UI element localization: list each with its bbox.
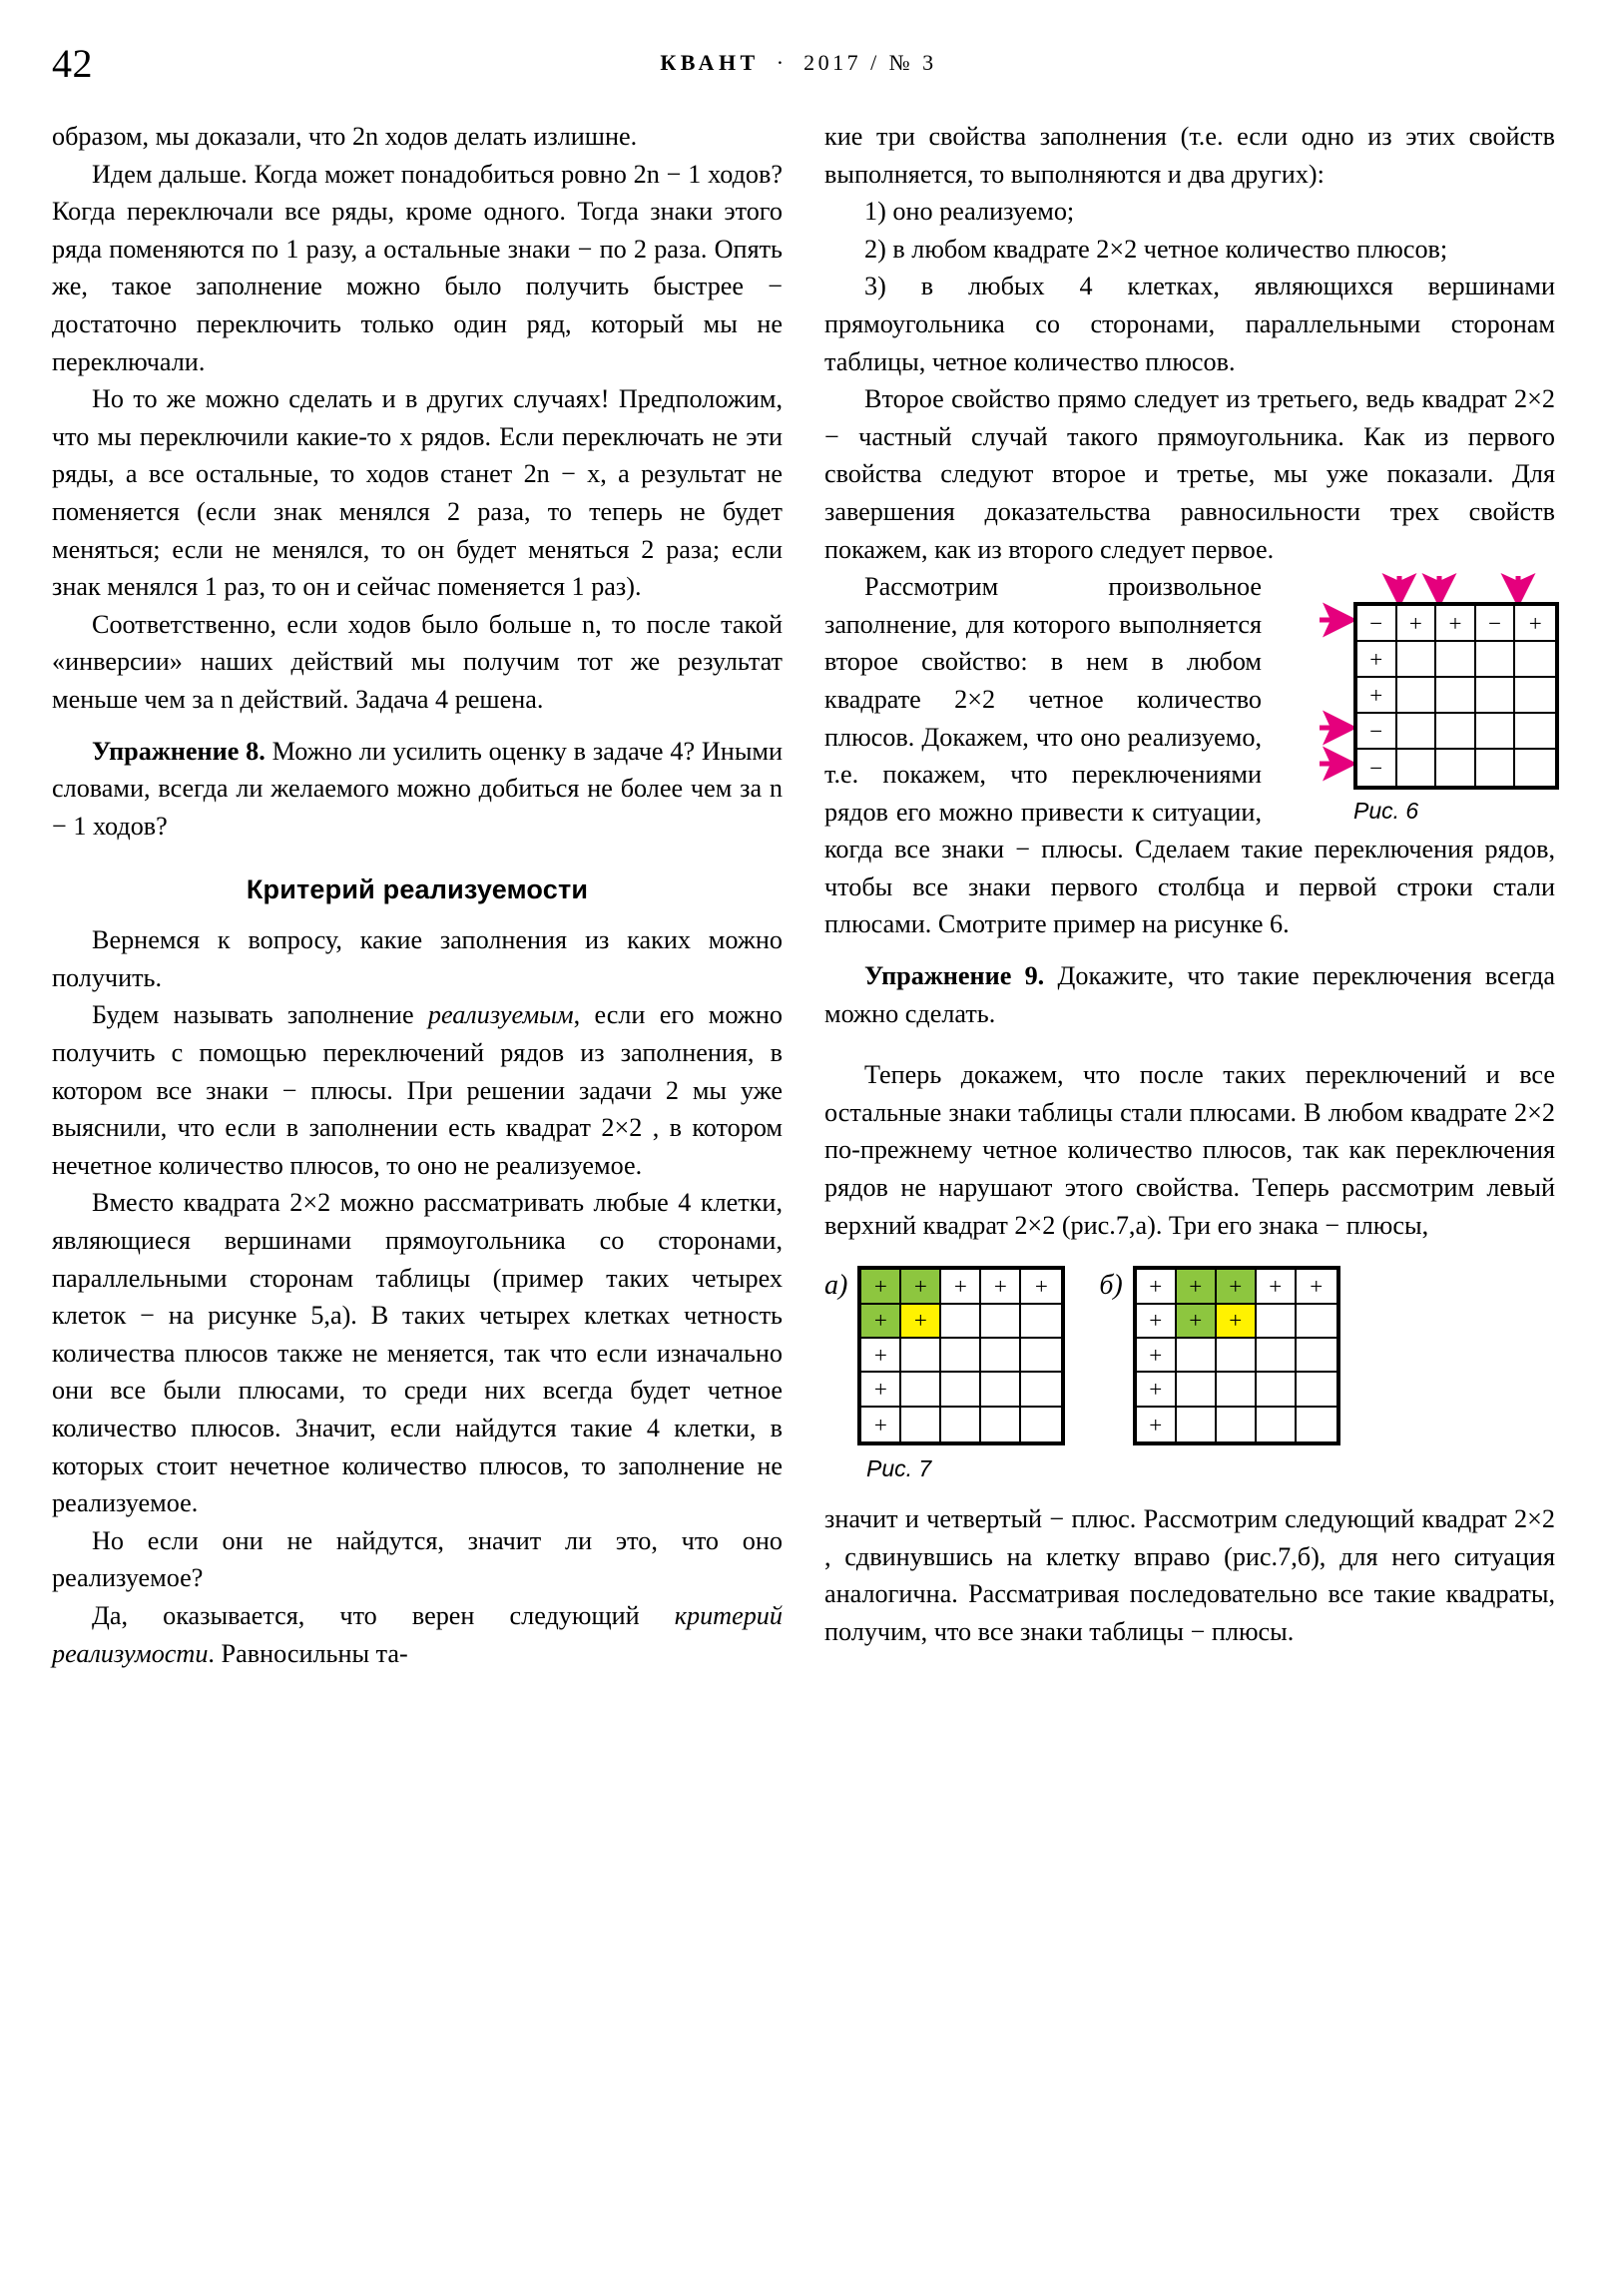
grid-cell: + xyxy=(1297,1270,1336,1304)
figure-7-panels xyxy=(824,1266,1555,1445)
grid-cell xyxy=(1515,714,1555,750)
grid-cell: − xyxy=(1357,606,1397,642)
grid-cell: + xyxy=(1137,1305,1177,1339)
exercise-8-text: Можно ли усилить оценку в задаче 4? Иными словами, всегда ли желаемого можно добиться не более чем за n − 1 ходов? xyxy=(52,736,783,841)
paragraph-criterion xyxy=(52,1597,783,1672)
paragraph: Теперь докажем, что после таких переключений и все остальные знаки таблицы стали плюсами. В любом квадрате 2×2 по-прежнему четное количество плюсов, так как переключения рядов не нарушают этого свойства. Теперь рассмотрим левый верхний квадрат 2×2 (рис.7,а). Три его знака − плюсы, xyxy=(824,1060,1555,1240)
grid-cell xyxy=(1257,1373,1297,1407)
paragraph: Вместо квадрата 2×2 можно рассматривать любые 4 клетки, являющиеся вершинами прямоугольника со сторонами, параллельными сторонам таблицы (пример таких четырех клеток − на рисунке 5,а). В таких четырех клетках четность количества плюсов также не меняется, так что если изначально они все были плюсами, то среди них всегда будет четное количество плюсов. Значит, если найдутся такие 4 клетки, в которых стоит нечетное количество плюсов, то заполнение не реализуемое. xyxy=(52,1188,783,1518)
grid-cell: + xyxy=(1177,1305,1217,1339)
grid-cell: + xyxy=(1357,678,1397,714)
exercise-8-label: Упражнение 8. xyxy=(92,736,266,766)
list-item: 1) оно реализуемо; xyxy=(864,197,1075,227)
grid-cell xyxy=(1021,1305,1061,1339)
grid-cell xyxy=(1476,714,1516,750)
figure-7 xyxy=(824,1266,1555,1482)
grid-cell: + xyxy=(941,1270,981,1304)
left-column xyxy=(52,118,783,1672)
figure-7-grid-b xyxy=(1133,1266,1340,1445)
paragraph: Второе свойство прямо следует из третьего, ведь квадрат 2×2 − частный случай такого прямоугольника. Как из первого свойства следуют второе и третье, мы уже показали. Для завершения доказательства равносильности трех свойств покажем, как из второго следует первое. xyxy=(824,384,1555,564)
paragraph: образом, мы доказали, что 2n ходов делать излишне. xyxy=(52,122,638,151)
definition-pre: Будем называть заполнение xyxy=(92,1000,428,1030)
grid-cell: + xyxy=(1515,606,1555,642)
grid-cell: + xyxy=(901,1305,941,1339)
grid-cell xyxy=(1436,714,1476,750)
exercise-9-label: Упражнение 9. xyxy=(864,961,1045,991)
paragraph: Но если они не найдутся, значит ли это, что оно реализуемое? xyxy=(52,1525,783,1593)
right-column xyxy=(824,118,1555,1651)
grid-cell: + xyxy=(981,1270,1021,1304)
grid-cell: + xyxy=(861,1408,901,1441)
grid-cell: + xyxy=(861,1373,901,1407)
journal-title-line xyxy=(52,50,1545,76)
exercise-8 xyxy=(52,733,783,846)
figure-6-caption: Рис. 6 xyxy=(1353,798,1419,825)
right-arrow-group xyxy=(1320,620,1349,764)
grid-cell: + xyxy=(1137,1270,1177,1304)
grid-cell xyxy=(1217,1339,1257,1373)
grid-cell: + xyxy=(1397,606,1437,642)
paragraph-definition xyxy=(52,996,783,1184)
grid-cell xyxy=(1436,750,1476,786)
paragraph: Вернемся к вопросу, какие заполнения из каких можно получить. xyxy=(52,925,783,992)
grid-cell: + xyxy=(861,1305,901,1339)
grid-cell xyxy=(941,1305,981,1339)
definition-post: , если его можно получить с помощью переключений рядов из заполнения, в котором все знаки − плюсы. При решении задачи 2 мы уже выяснили, что если в заполнении есть квадрат 2×2 , в котором нечетное количество плюсов, то оно не реализуемое. xyxy=(52,1000,783,1180)
journal-issue: 2017 / № 3 xyxy=(803,50,937,75)
criterion-term: критерий реализумости xyxy=(52,1600,783,1668)
grid-cell xyxy=(981,1339,1021,1373)
grid-cell xyxy=(1217,1373,1257,1407)
grid-cell xyxy=(1257,1339,1297,1373)
paragraph: значит и четвертый − плюс. Рассмотрим следующий квадрат 2×2 , сдвинувшись на клетку вправо (рис.7,б), для него ситуация аналогична. Рассматривая последовательно все такие квадраты, получим, что все знаки таблицы − плюсы. xyxy=(824,1504,1555,1646)
grid-cell xyxy=(901,1339,941,1373)
figure-7-grid-a xyxy=(857,1266,1065,1445)
down-arrow-group xyxy=(1399,576,1518,600)
grid-cell xyxy=(1021,1408,1061,1441)
section-heading: Критерий реализуемости xyxy=(246,874,589,905)
grid-cell xyxy=(1476,750,1516,786)
figure-6 xyxy=(1288,574,1555,825)
grid-cell: + xyxy=(1137,1373,1177,1407)
figure-7-panel-b xyxy=(1099,1266,1339,1445)
grid-cell xyxy=(1397,714,1437,750)
grid-cell xyxy=(1177,1408,1217,1441)
paragraph: кие три свойства заполнения (т.е. если одно из этих свойств выполняется, то выполняются и два других): xyxy=(824,122,1555,189)
grid-cell xyxy=(1297,1339,1336,1373)
grid-cell: + xyxy=(1357,642,1397,678)
grid-cell xyxy=(981,1305,1021,1339)
grid-cell xyxy=(1515,678,1555,714)
header-separator: · xyxy=(776,50,788,75)
grid-cell: − xyxy=(1476,606,1516,642)
grid-cell xyxy=(981,1373,1021,1407)
grid-cell xyxy=(941,1339,981,1373)
list-item: 3) в любых 4 клетках, являющихся вершинами прямоугольника со сторонами, параллельными сторонам таблицы, четное количество плюсов. xyxy=(824,272,1555,376)
grid-cell xyxy=(1177,1373,1217,1407)
grid-cell xyxy=(1297,1373,1336,1407)
journal-name: КВАНТ xyxy=(660,50,760,75)
grid-cell xyxy=(1397,750,1437,786)
grid-cell: + xyxy=(1177,1270,1217,1304)
grid-cell: + xyxy=(1436,606,1476,642)
figure-7-panel-a-label: а) xyxy=(824,1270,848,1302)
figure-6-drawing xyxy=(1288,574,1555,792)
grid-cell: + xyxy=(861,1270,901,1304)
grid-cell: + xyxy=(1137,1408,1177,1441)
grid-cell xyxy=(1257,1408,1297,1441)
paragraph: Но то же можно сделать и в других случаях! Предположим, что мы переключили какие-то x рядов. Если переключать не эти ряды, а все остальные, то ходов станет 2n − x, а результат не поменяется (если знак менялся 2 раза, то теперь не будет меняться; если не менялся, то он будет меняться 2 раза; если знак менялся 1 раз, то он и сейчас поменяется 1 раз). xyxy=(52,384,783,602)
grid-cell: + xyxy=(1257,1270,1297,1304)
grid-cell xyxy=(1476,642,1516,678)
grid-cell xyxy=(1476,678,1516,714)
article-body xyxy=(52,118,1555,1672)
grid-cell xyxy=(1515,750,1555,786)
grid-cell xyxy=(1397,642,1437,678)
figure-7-panel-b-label: б) xyxy=(1099,1270,1123,1302)
list-item: 2) в любом квадрате 2×2 четное количество плюсов; xyxy=(864,234,1448,264)
figure-7-caption: Рис. 7 xyxy=(866,1455,932,1482)
exercise-9-text: Докажите, что такие переключения всегда можно сделать. xyxy=(824,961,1555,1028)
grid-cell xyxy=(1436,678,1476,714)
grid-cell xyxy=(901,1408,941,1441)
grid-cell xyxy=(1397,678,1437,714)
paragraph: Соответственно, если ходов было больше n, то после такой «инверсии» наших действий мы получим тот же результат меньше чем за n действий. Задача 4 решена. xyxy=(52,609,783,714)
figure-6-grid xyxy=(1353,602,1559,790)
grid-cell xyxy=(1257,1305,1297,1339)
grid-cell xyxy=(1297,1408,1336,1441)
grid-cell xyxy=(981,1408,1021,1441)
grid-cell xyxy=(941,1408,981,1441)
exercise-9 xyxy=(824,957,1555,1032)
grid-cell: − xyxy=(1357,714,1397,750)
grid-cell: + xyxy=(1021,1270,1061,1304)
grid-cell xyxy=(1436,642,1476,678)
grid-cell: − xyxy=(1357,750,1397,786)
criterion-post: . Равносильны та- xyxy=(208,1638,408,1668)
paragraph: Рассмотрим произвольное заполнение, для которого выполняется второе свойство: в нем в любом квадрате 2×2 четное количество плюсов. Докажем, что оно реализуемо, т.е. покажем, что переключениями рядов его можно привести к ситуации, когда все знаки − плюсы. Сделаем такие переключения рядов, чтобы все знаки первого столбца и первой строки стали плюсами. Смотрите пример на рисунке 6. xyxy=(824,572,1555,939)
grid-cell xyxy=(1297,1305,1336,1339)
grid-cell: + xyxy=(861,1339,901,1373)
grid-cell xyxy=(1021,1373,1061,1407)
grid-cell xyxy=(1217,1408,1257,1441)
grid-cell xyxy=(1021,1339,1061,1373)
grid-cell xyxy=(901,1373,941,1407)
page-number: 42 xyxy=(52,41,93,86)
running-head xyxy=(52,38,1545,98)
grid-cell: + xyxy=(901,1270,941,1304)
criterion-pre: Да, оказывается, что верен следующий xyxy=(92,1600,675,1630)
figure-7-panel-a xyxy=(824,1266,1065,1445)
definition-term: реализуемым xyxy=(427,1000,574,1030)
grid-cell: + xyxy=(1217,1305,1257,1339)
grid-cell xyxy=(1515,642,1555,678)
grid-cell xyxy=(1177,1339,1217,1373)
grid-cell xyxy=(941,1373,981,1407)
paragraph: Идем дальше. Когда может понадобиться ровно 2n − 1 ходов? Когда переключали все ряды, кроме одного. Тогда знаки этого ряда поменяются по 1 разу, а остальные знаки − по 2 раза. Опять же, такое заполнение можно было получить быстрее − достаточно переключить только один ряд, который мы не переключали. xyxy=(52,159,783,376)
grid-cell: + xyxy=(1217,1270,1257,1304)
grid-cell: + xyxy=(1137,1339,1177,1373)
